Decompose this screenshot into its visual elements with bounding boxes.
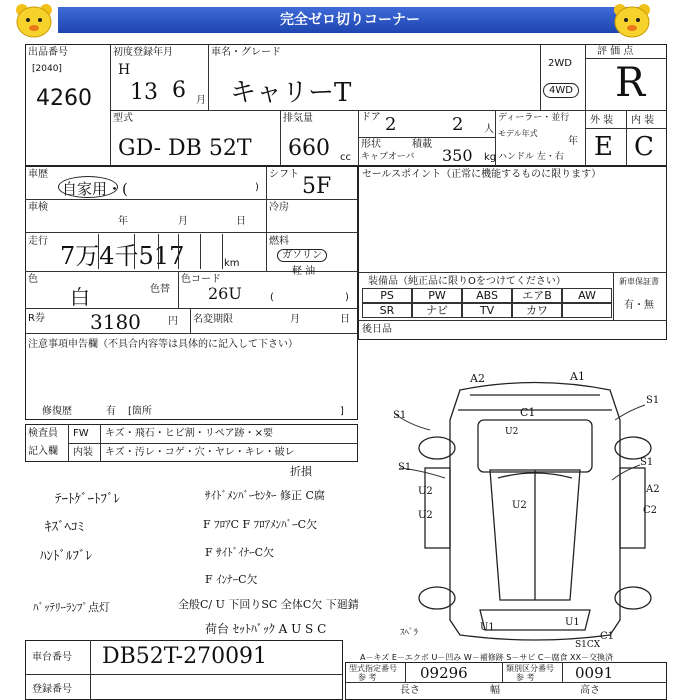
- fuel-paren-close: ): [345, 292, 349, 303]
- diagram-mark: S1: [393, 410, 407, 421]
- legend: A－キズ E－エクボ U－凹み W－補修跡 S－サビ C－腐食 XX－交換済: [360, 653, 614, 662]
- note-12: ｽﾍﾟﾗ: [400, 628, 419, 638]
- diagram-mark: A1: [570, 370, 585, 383]
- era-value: H: [118, 62, 131, 78]
- fuel-paren: (: [270, 292, 274, 303]
- month-unit: 月: [196, 95, 206, 106]
- type-cert-label: 型式指定番号: [349, 664, 397, 673]
- diagram-mark: U2: [505, 427, 519, 437]
- color-change-label: 色替: [150, 284, 170, 295]
- chassis-label: 車台番号: [32, 652, 72, 663]
- diagram-mark: S1CX: [575, 640, 601, 650]
- reg-month: 6: [172, 78, 186, 103]
- disp-value: 660: [288, 136, 330, 161]
- repair-value: 有: [106, 406, 116, 417]
- note-7: F ﾌﾛｱC F ﾌﾛｱﾒﾝﾊﾞｰC欠: [203, 518, 318, 531]
- equipment-cell: エアB: [512, 288, 562, 303]
- lot-small: [2040]: [32, 64, 62, 74]
- plate-label: 登録番号: [32, 684, 72, 695]
- diagram-mark: U2: [418, 486, 433, 497]
- insp-year: 年: [118, 216, 128, 227]
- interior-options: キズ・汚レ・コゲ・穴・ヤレ・キレ・破レ: [105, 447, 295, 458]
- type-cert-sub: 参 考: [358, 673, 377, 682]
- history-close: ): [255, 182, 259, 193]
- diagram-mark: U2: [418, 510, 433, 521]
- load-value: 350: [442, 146, 473, 165]
- diagram-mark: C2: [643, 505, 658, 516]
- recycle-label: R券: [28, 313, 45, 324]
- nc-day: 日: [340, 314, 350, 325]
- diagram-mark: U1: [565, 617, 580, 628]
- inspector-label: 検査員: [28, 428, 58, 439]
- note-6: 折損: [290, 465, 312, 478]
- disp-label: 排気量: [283, 113, 313, 124]
- diagram-mark: A2: [646, 484, 660, 495]
- width-label: 幅: [490, 685, 500, 696]
- lot-number: 4260: [36, 86, 92, 111]
- note-8: F ｻｲﾄﾞｲﾅｰC欠: [205, 546, 275, 559]
- model-label: 型式: [113, 113, 133, 124]
- door-value: 2: [385, 114, 397, 135]
- color-label: 色: [28, 274, 38, 285]
- diagram-mark: U2: [512, 500, 527, 511]
- model-year-label: モデル年式: [498, 129, 538, 138]
- fuel-diesel: 軽 油: [292, 266, 316, 277]
- diagram-mark: U1: [480, 622, 495, 633]
- shape-value: キャブオーバ: [361, 152, 415, 162]
- equipment-cell: ナビ: [412, 303, 462, 318]
- equipment-cell: AW: [562, 288, 612, 303]
- interior-row-label: 内装: [73, 447, 93, 458]
- banner-title: 完全ゼロ切りコーナー: [58, 7, 642, 33]
- color-value: 白: [70, 285, 90, 309]
- warranty-value: 有・無: [624, 300, 654, 311]
- interior-label: 内 装: [631, 115, 655, 126]
- chassis-value: DB52T-270091: [102, 644, 268, 669]
- warranty-label: 新車保証書: [619, 277, 659, 286]
- diagram-mark: C1: [520, 406, 536, 419]
- inspection-label: 車検: [28, 202, 48, 213]
- inspector-sub: 記入欄: [28, 446, 58, 457]
- equipment-cell: SR: [362, 303, 412, 318]
- class-sub: 参 考: [516, 673, 535, 682]
- repair-close: ]: [340, 406, 344, 417]
- lot-label: 出品番号: [28, 47, 68, 58]
- diagram-mark: S1: [646, 395, 660, 406]
- diagram-mark: S1: [640, 457, 654, 468]
- note-1: ﾃｰﾄｹﾞｰﾄﾌﾞﾚ: [55, 492, 120, 507]
- shape-label: 形状: [361, 139, 381, 150]
- equipment-cell: PS: [362, 288, 412, 303]
- fuel-gas: ガソリン: [277, 249, 327, 262]
- recycle-value: 3180: [90, 310, 141, 334]
- reg-label: 初度登録年月: [113, 47, 173, 58]
- repair-label: 修復歴: [42, 406, 72, 417]
- type-cert-value: 09296: [420, 664, 468, 682]
- equipment-cell: TV: [462, 303, 512, 318]
- note-3: ﾊﾝﾄﾞﾙﾌﾞﾚ: [40, 549, 92, 564]
- mileage-label: 走行: [28, 236, 48, 247]
- sales-label: セールスポイント（正常に機能するものに限ります）: [362, 169, 602, 180]
- insp-day: 日: [236, 216, 246, 227]
- color-code-value: 26U: [208, 284, 242, 303]
- height-label: 高さ: [580, 685, 600, 696]
- nc-month: 月: [290, 314, 300, 325]
- mileage-value: 7万4千517: [60, 242, 185, 270]
- equipment-cell: PW: [412, 288, 462, 303]
- seats-value: 2: [452, 114, 464, 135]
- diagram-mark: S1: [398, 462, 412, 473]
- back-seat-label: 後日品: [362, 324, 392, 335]
- diagram-mark: A2: [470, 372, 485, 385]
- exterior-label: 外 装: [590, 115, 614, 126]
- drive-4wd: 4WD: [543, 83, 579, 98]
- length-label: 長さ: [400, 685, 420, 696]
- history-label: 車歴: [28, 169, 48, 180]
- repair-part: [箇所: [128, 406, 152, 417]
- diagram-mark: C1: [600, 631, 615, 642]
- recycle-unit: 円: [168, 316, 178, 327]
- name-value: キャリーT: [230, 78, 352, 108]
- grade-label: 評 価 点: [597, 46, 634, 57]
- notes-label: 注意事項申告欄（不具合内容等は具体的に記入して下さい）: [28, 339, 298, 350]
- note-4: ﾊﾞｯﾃﾘｰﾗﾝﾌﾟ点灯: [33, 601, 110, 614]
- model-year-unit: 年: [568, 136, 578, 147]
- note-2: ｷｽﾞﾍｺﾐ: [45, 520, 84, 535]
- handle-label: ハンドル 左・右: [498, 152, 564, 162]
- name-change-label: 名変期限: [193, 314, 233, 325]
- interior-value: C: [634, 132, 654, 162]
- grade-value: R: [615, 60, 646, 106]
- disp-unit: cc: [340, 152, 351, 163]
- shift-label: シフト: [269, 169, 299, 180]
- history-value: 自家用・(: [62, 180, 128, 198]
- note-11: 荷台 ｾｯﾄﾊﾞｯｸ A U S C: [205, 622, 327, 636]
- load-label: 積載: [412, 139, 432, 150]
- insp-month: 月: [178, 216, 188, 227]
- equipment-cell: カワ: [512, 303, 562, 318]
- door-label: ドア: [361, 112, 381, 123]
- shift-value: 5F: [302, 174, 332, 199]
- class-label: 類別区分番号: [506, 664, 554, 673]
- note-5: ｻｲﾄﾞﾒﾝﾊﾞｰｾﾝﾀｰ 修正 C腐: [205, 489, 325, 502]
- note-10: 全般C/ U 下回りSC 全体C欠 下廻錆: [178, 598, 359, 611]
- aircon-label: 冷房: [269, 202, 289, 213]
- note-9: F ｲﾝﾅｰC欠: [205, 573, 258, 586]
- color-code-label: 色コード: [181, 274, 221, 285]
- equipment-cell: ABS: [462, 288, 512, 303]
- equipment-label: 装備品（純正品に限りOをつけてください）: [368, 276, 566, 287]
- fw-label: FW: [73, 428, 89, 439]
- name-label: 車名・グレード: [211, 47, 281, 58]
- reg-year: 13: [130, 80, 158, 105]
- class-value: 0091: [575, 664, 614, 682]
- fuel-label: 燃料: [269, 236, 289, 247]
- mileage-unit: km: [224, 258, 240, 269]
- exterior-value: E: [594, 132, 613, 162]
- load-unit: kg: [484, 152, 497, 163]
- fw-options: キズ・飛石・ヒビ割・リペア跡・×要: [105, 428, 273, 439]
- dealer-label: ディーラー・並行: [498, 113, 570, 123]
- seats-unit: 人: [484, 124, 494, 135]
- drive-2wd: 2WD: [548, 58, 572, 69]
- model-value: GD- DB 52T: [118, 136, 252, 161]
